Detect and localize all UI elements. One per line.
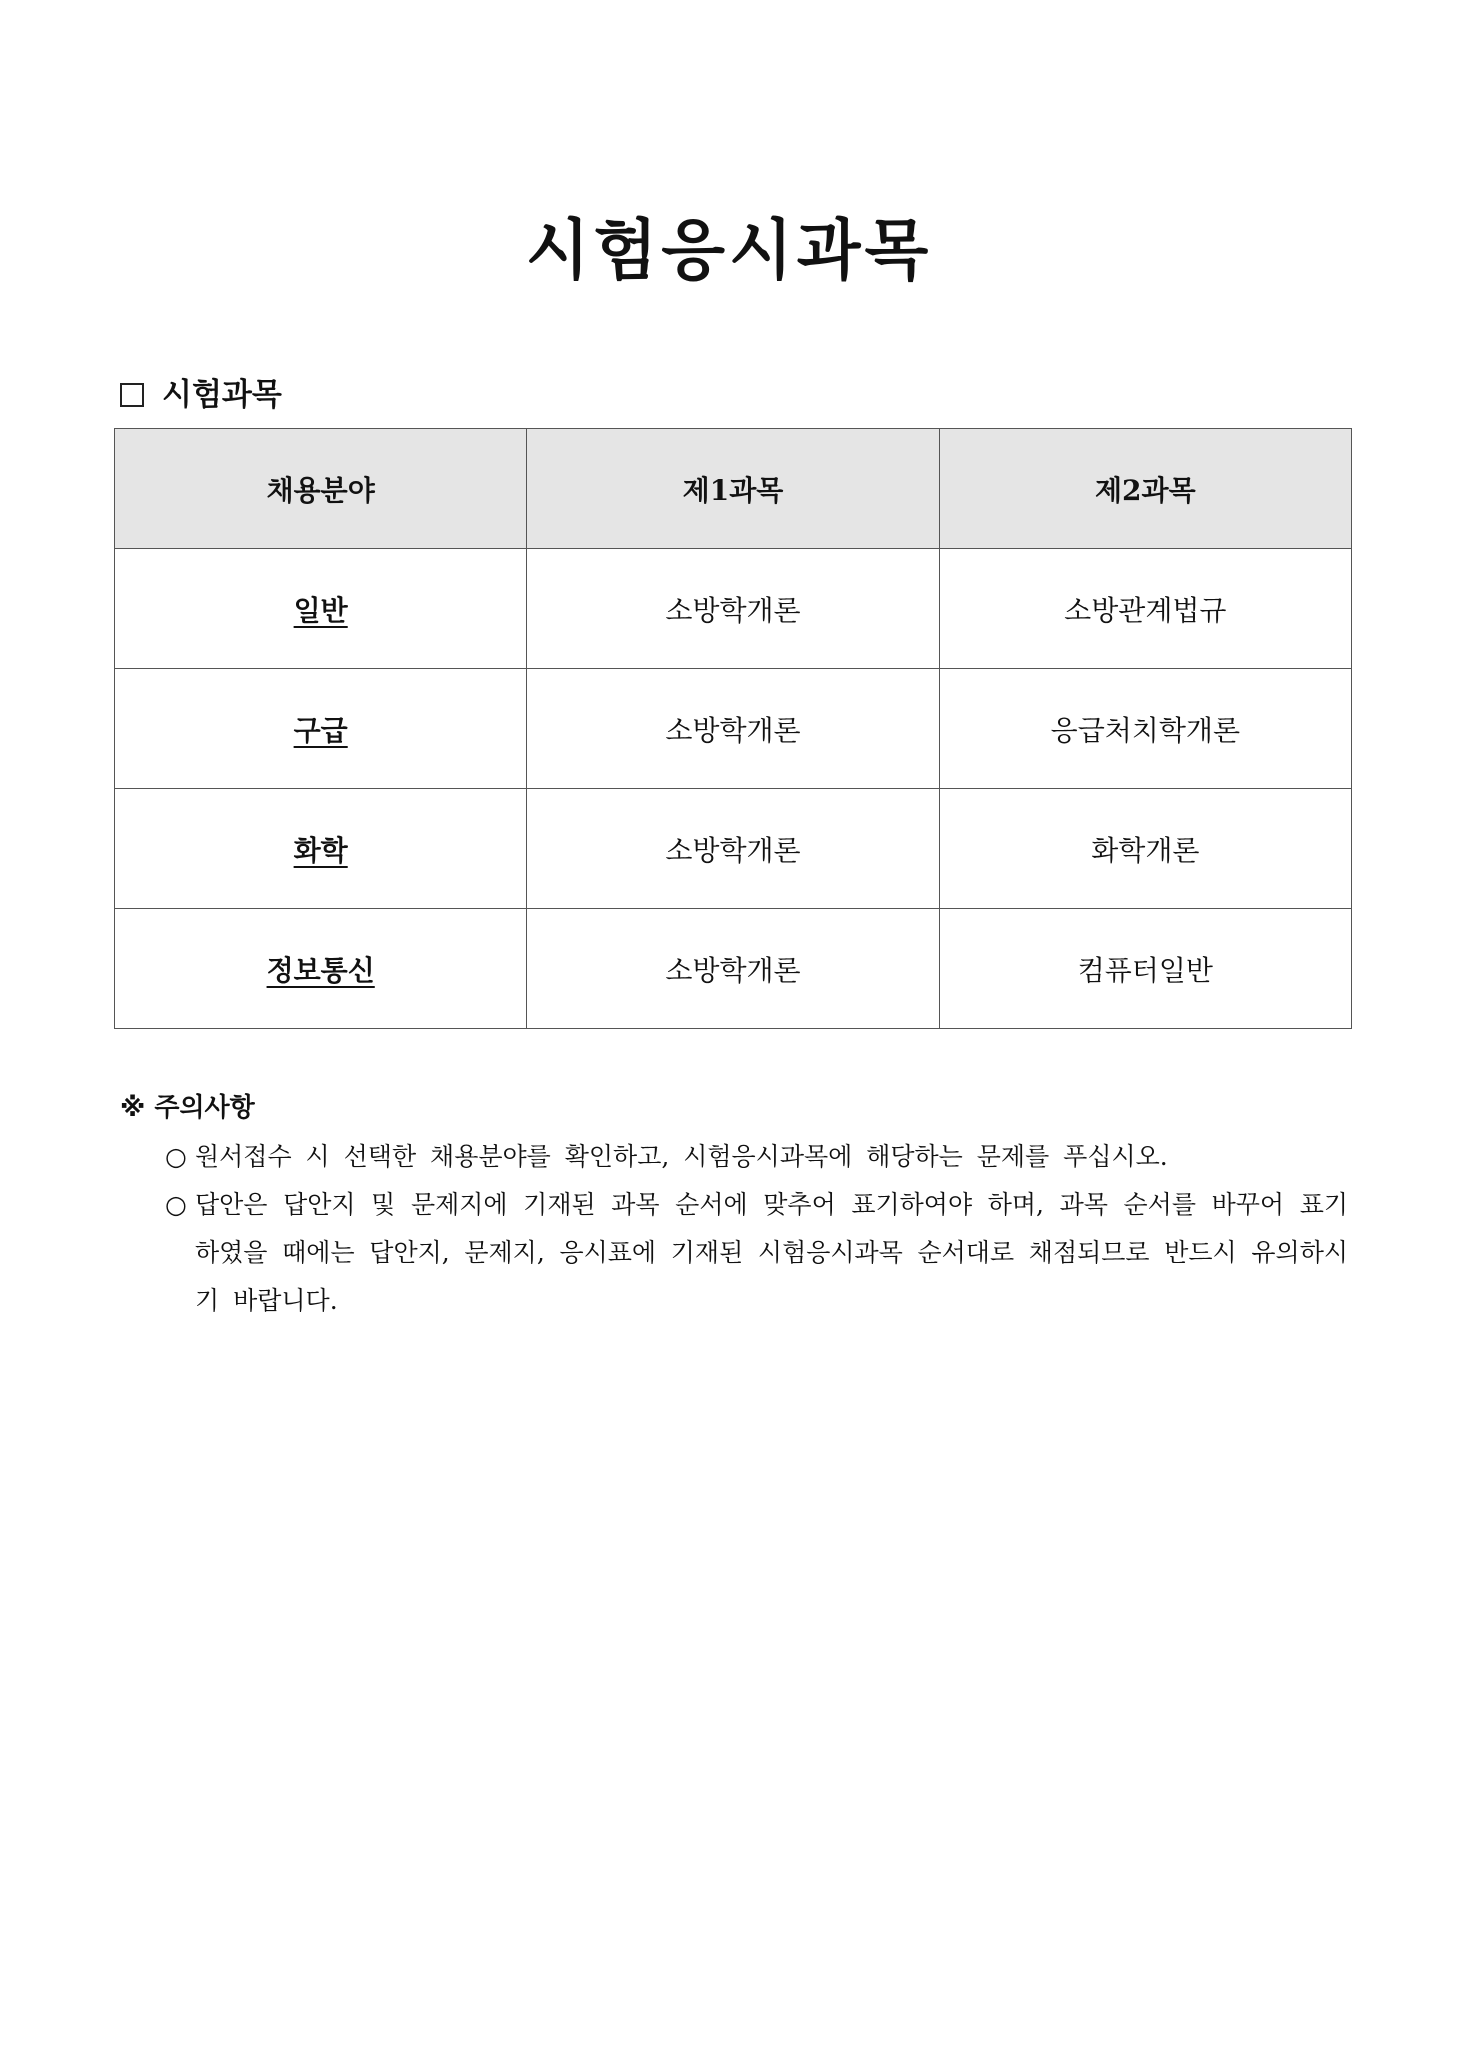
table-row bbox=[115, 669, 1352, 789]
field-label: 일반 bbox=[293, 593, 348, 627]
subject1-cell: 소방학개론 bbox=[527, 549, 939, 669]
notice-list bbox=[165, 1133, 1348, 1325]
header-subject2: 제2과목 bbox=[939, 429, 1351, 549]
circle-bullet-icon: ○ bbox=[165, 1190, 187, 1219]
page-title: 시험응시과목 bbox=[525, 211, 933, 289]
field-label: 화학 bbox=[293, 833, 348, 867]
section-heading-label: 시험과목 bbox=[162, 377, 282, 413]
subjects-table bbox=[114, 428, 1352, 1029]
subject2-cell: 화학개론 bbox=[939, 789, 1351, 909]
subject2-cell: 컴퓨터일반 bbox=[939, 909, 1351, 1029]
field-cell bbox=[115, 909, 527, 1029]
checkbox-square-icon bbox=[120, 383, 144, 407]
table-row bbox=[115, 549, 1352, 669]
header-field: 채용분야 bbox=[115, 429, 527, 549]
field-label: 구급 bbox=[293, 713, 348, 747]
list-item bbox=[165, 1181, 1348, 1325]
notice-heading: ※ 주의사항 bbox=[120, 1093, 255, 1123]
header-subject1: 제1과목 bbox=[527, 429, 939, 549]
list-item bbox=[165, 1133, 1348, 1181]
table-header-row bbox=[115, 429, 1352, 549]
field-cell bbox=[115, 669, 527, 789]
field-label: 정보통신 bbox=[266, 953, 375, 987]
subject2-cell: 소방관계법규 bbox=[939, 549, 1351, 669]
notice-text: 원서접수 시 선택한 채용분야를 확인하고, 시험응시과목에 해당하는 문제를 푸십시오. bbox=[195, 1142, 1168, 1171]
notice-text: 답안은 답안지 및 문제지에 기재된 과목 순서에 맞추어 표기하여야 하며, 과목 순서를 바꾸어 표기하였을 때에는 답안지, 문제지, 응시표에 기재된 시험응시과목 순서대로 채점되므로 반드시 유의하시기 바랍니다. bbox=[195, 1190, 1348, 1315]
subject1-cell: 소방학개론 bbox=[527, 909, 939, 1029]
section-heading bbox=[120, 373, 282, 417]
table-row bbox=[115, 909, 1352, 1029]
circle-bullet-icon: ○ bbox=[165, 1142, 187, 1171]
subject1-cell: 소방학개론 bbox=[527, 789, 939, 909]
subject1-cell: 소방학개론 bbox=[527, 669, 939, 789]
field-cell bbox=[115, 789, 527, 909]
table-row bbox=[115, 789, 1352, 909]
field-cell bbox=[115, 549, 527, 669]
subject2-cell: 응급처치학개론 bbox=[939, 669, 1351, 789]
